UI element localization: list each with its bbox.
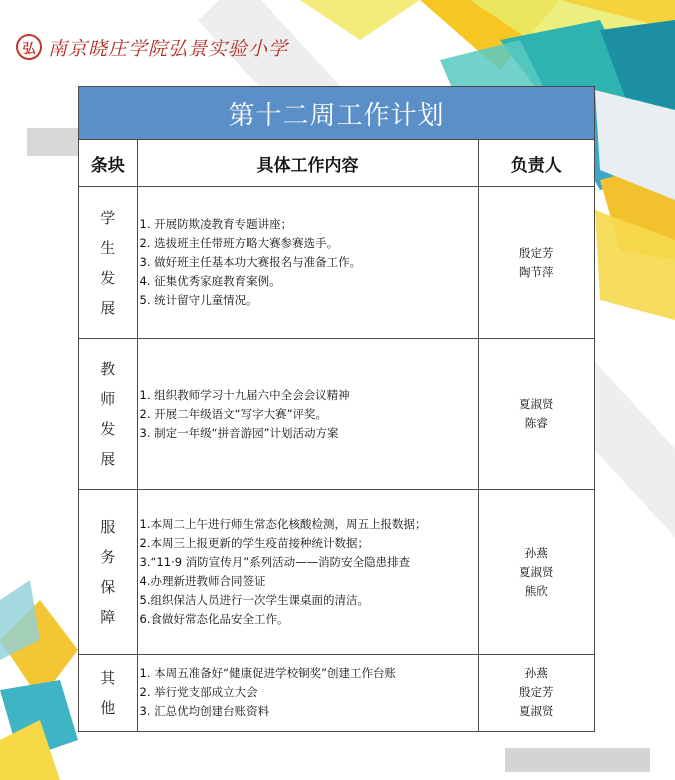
owner-cell [478, 655, 594, 731]
owner-name: 夏淑贤 [519, 397, 554, 411]
table-row [79, 339, 594, 490]
task-item: 4.办理新进教师合同签证 [139, 574, 266, 588]
task-item: 2. 选拔班主任带班方略大赛参赛选手。 [139, 236, 339, 250]
owner-name: 夏淑贤 [519, 704, 554, 719]
task-item: 2. 举行党支部成立大会 [139, 685, 258, 700]
task-item: 4. 征集优秀家庭教育案例。 [139, 274, 281, 288]
owner-name: 殷定芳 [519, 685, 554, 700]
task-item: 3. 制定一年级“拼音游园”计划活动方案 [139, 425, 339, 440]
owner-name: 殷定芳 [519, 245, 554, 260]
category-cell: 其 他 [79, 655, 137, 731]
category-cell: 服 务 保 障 [79, 490, 137, 655]
work-plan-sheet [78, 86, 595, 732]
school-logo [16, 32, 288, 62]
tasks-cell [137, 339, 478, 490]
category-cell: 教 师 发 展 [79, 339, 137, 490]
table-row [79, 655, 594, 731]
work-plan-table [79, 140, 594, 731]
task-item: 3.“11·9 消防宣传月”系列活动——消防安全隐患排查 [139, 555, 411, 569]
header-category: 条块 [79, 140, 137, 187]
owner-cell [478, 490, 594, 655]
task-item: 3. 做好班主任基本功大赛报名与准备工作。 [139, 255, 362, 269]
table-header-row [79, 140, 594, 187]
task-item: 2. 开展二年级语文“写字大赛”评奖。 [139, 406, 328, 421]
task-item: 5.组织保洁人员进行一次学生课桌面的清洁。 [139, 593, 369, 607]
owner-cell [478, 187, 594, 339]
tasks-cell [137, 187, 478, 339]
school-seal-icon: 弘 [16, 34, 42, 60]
owner-name: 孙燕 [524, 545, 548, 560]
tasks-cell [137, 490, 478, 655]
tasks-cell [137, 655, 478, 731]
task-item: 1. 开展防欺凌教育专题讲座； [139, 217, 293, 231]
page-title: 第十二周工作计划 [79, 87, 594, 140]
header-owner: 负责人 [478, 140, 594, 187]
owner-name: 孙燕 [524, 666, 548, 681]
task-item: 3. 汇总优均创建台账资料 [139, 704, 270, 719]
owner-name: 陈睿 [524, 416, 548, 430]
task-item: 1.本周二上午进行师生常态化核酸检测，周五上报数据； [139, 517, 427, 531]
table-row [79, 187, 594, 339]
task-item: 1. 组织教师学习十九届六中全会会议精神 [139, 387, 350, 402]
owner-name: 熊欣 [524, 583, 548, 598]
owner-name: 陶节萍 [519, 264, 554, 279]
category-cell: 学 生 发 展 [79, 187, 137, 339]
school-name: 南京晓庄学院弘景实验小学 [48, 37, 289, 60]
header-content: 具体工作内容 [137, 140, 478, 187]
task-item: 2.本周三上报更新的学生疫苗接种统计数据； [139, 536, 369, 550]
table-row [79, 490, 594, 655]
task-item: 1. 本周五准备好“健康促进学校铜奖”创建工作台账 [139, 666, 397, 681]
task-item: 5. 统计留守儿童情况。 [139, 293, 258, 307]
owner-cell [478, 339, 594, 490]
task-item: 6.食做好常态化品安全工作。 [139, 612, 289, 626]
owner-name: 夏淑贤 [519, 564, 554, 579]
